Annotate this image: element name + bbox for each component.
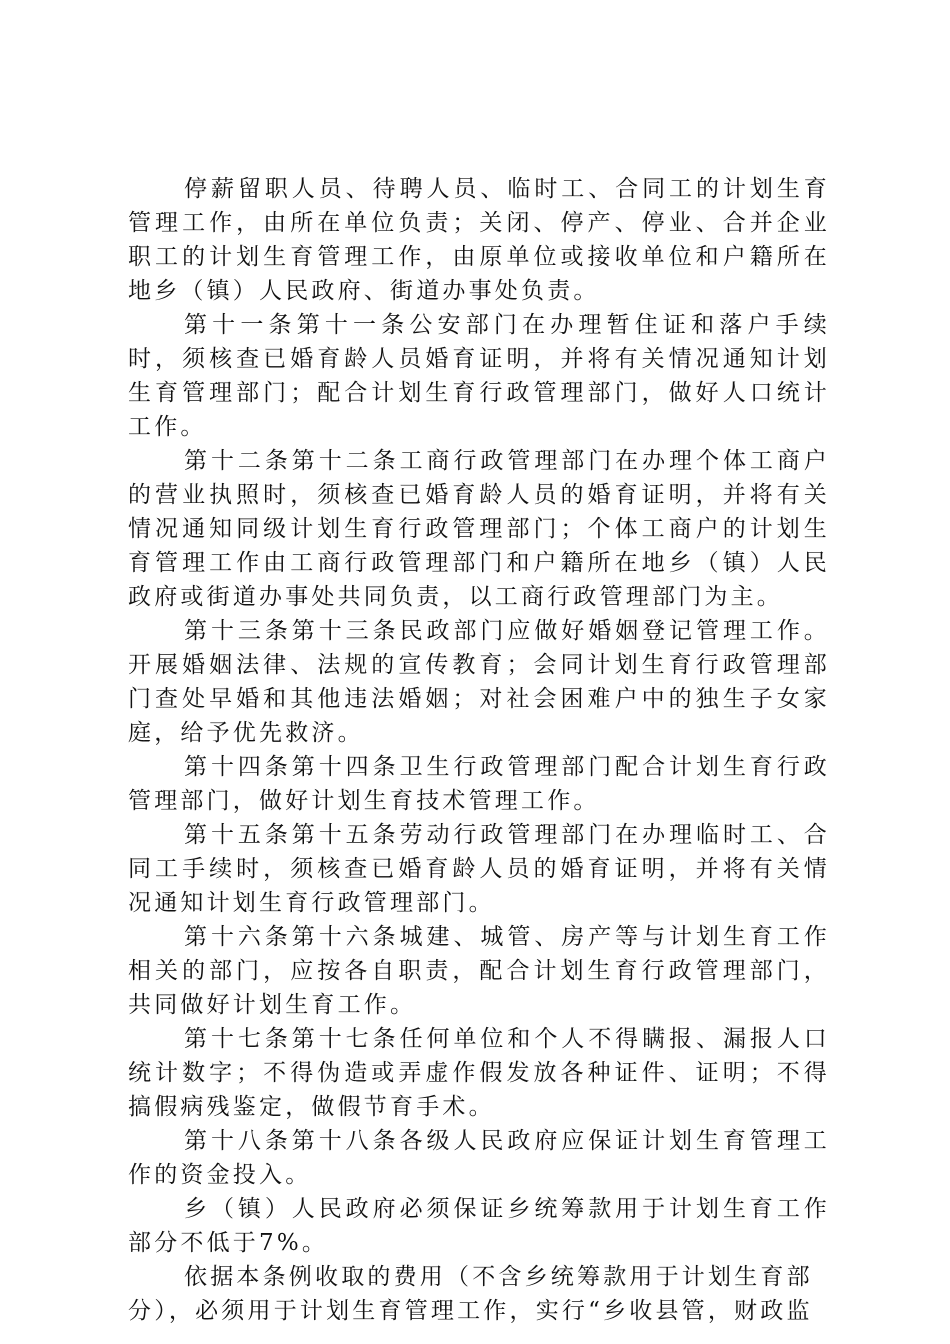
paragraph-article-18: 第十八条第十八条各级人民政府应保证计划生育管理工作的资金投入。 (128, 1128, 830, 1188)
paragraph-article-15: 第十五条第十五条劳动行政管理部门在办理临时工、合同工手续时，须核查已婚育龄人员的婚育证明，并将有关情况通知计划生育行政管理部门。 (128, 822, 830, 916)
paragraph-article-13: 第十三条第十三条民政部门应做好婚姻登记管理工作。开展婚姻法律、法规的宣传教育；会同计划生育行政管理部门查处早婚和其他违法婚姻；对社会困难户中的独生子女家庭，给予优先救济。 (128, 618, 830, 746)
paragraph-article-11: 第十一条第十一条公安部门在办理暂住证和落户手续时，须核查已婚育龄人员婚育证明，并将有关情况通知计划生育管理部门；配合计划生育行政管理部门，做好人口统计工作。 (128, 312, 830, 440)
paragraph-1: 停薪留职人员、待聘人员、临时工、合同工的计划生育管理工作，由所在单位负责；关闭、停产、停业、合并企业职工的计划生育管理工作，由原单位或接收单位和户籍所在地乡（镇）人民政府、街道办事处负责。 (128, 176, 830, 304)
paragraph-township-funding: 乡（镇）人民政府必须保证乡统筹款用于计划生育工作部分不低于7%。 (128, 1196, 830, 1256)
paragraph-article-12: 第十二条第十二条工商行政管理部门在办理个体工商户的营业执照时，须核查已婚育龄人员的婚育证明，并将有关情况通知同级计划生育行政管理部门；个体工商户的计划生育管理工作由工商行政管理部门和户籍所在地乡（镇）人民政府或街道办事处共同负责，以工商行政管理部门为主。 (128, 448, 830, 610)
paragraph-fee-usage: 依据本条例收取的费用（不含乡统筹款用于计划生育部分），必须用于计划生育管理工作，实行“乡收县管，财政监 (128, 1264, 813, 1324)
paragraph-article-14: 第十四条第十四条卫生行政管理部门配合计划生育行政管理部门，做好计划生育技术管理工作。 (128, 754, 830, 814)
paragraph-article-16: 第十六条第十六条城建、城管、房产等与计划生育工作相关的部门，应按各自职责，配合计划生育行政管理部门，共同做好计划生育工作。 (128, 924, 830, 1018)
paragraph-article-17: 第十七条第十七条任何单位和个人不得瞒报、漏报人口统计数字；不得伪造或弄虚作假发放各种证件、证明；不得搞假病残鉴定，做假节育手术。 (128, 1026, 830, 1120)
document-body (128, 172, 830, 1328)
